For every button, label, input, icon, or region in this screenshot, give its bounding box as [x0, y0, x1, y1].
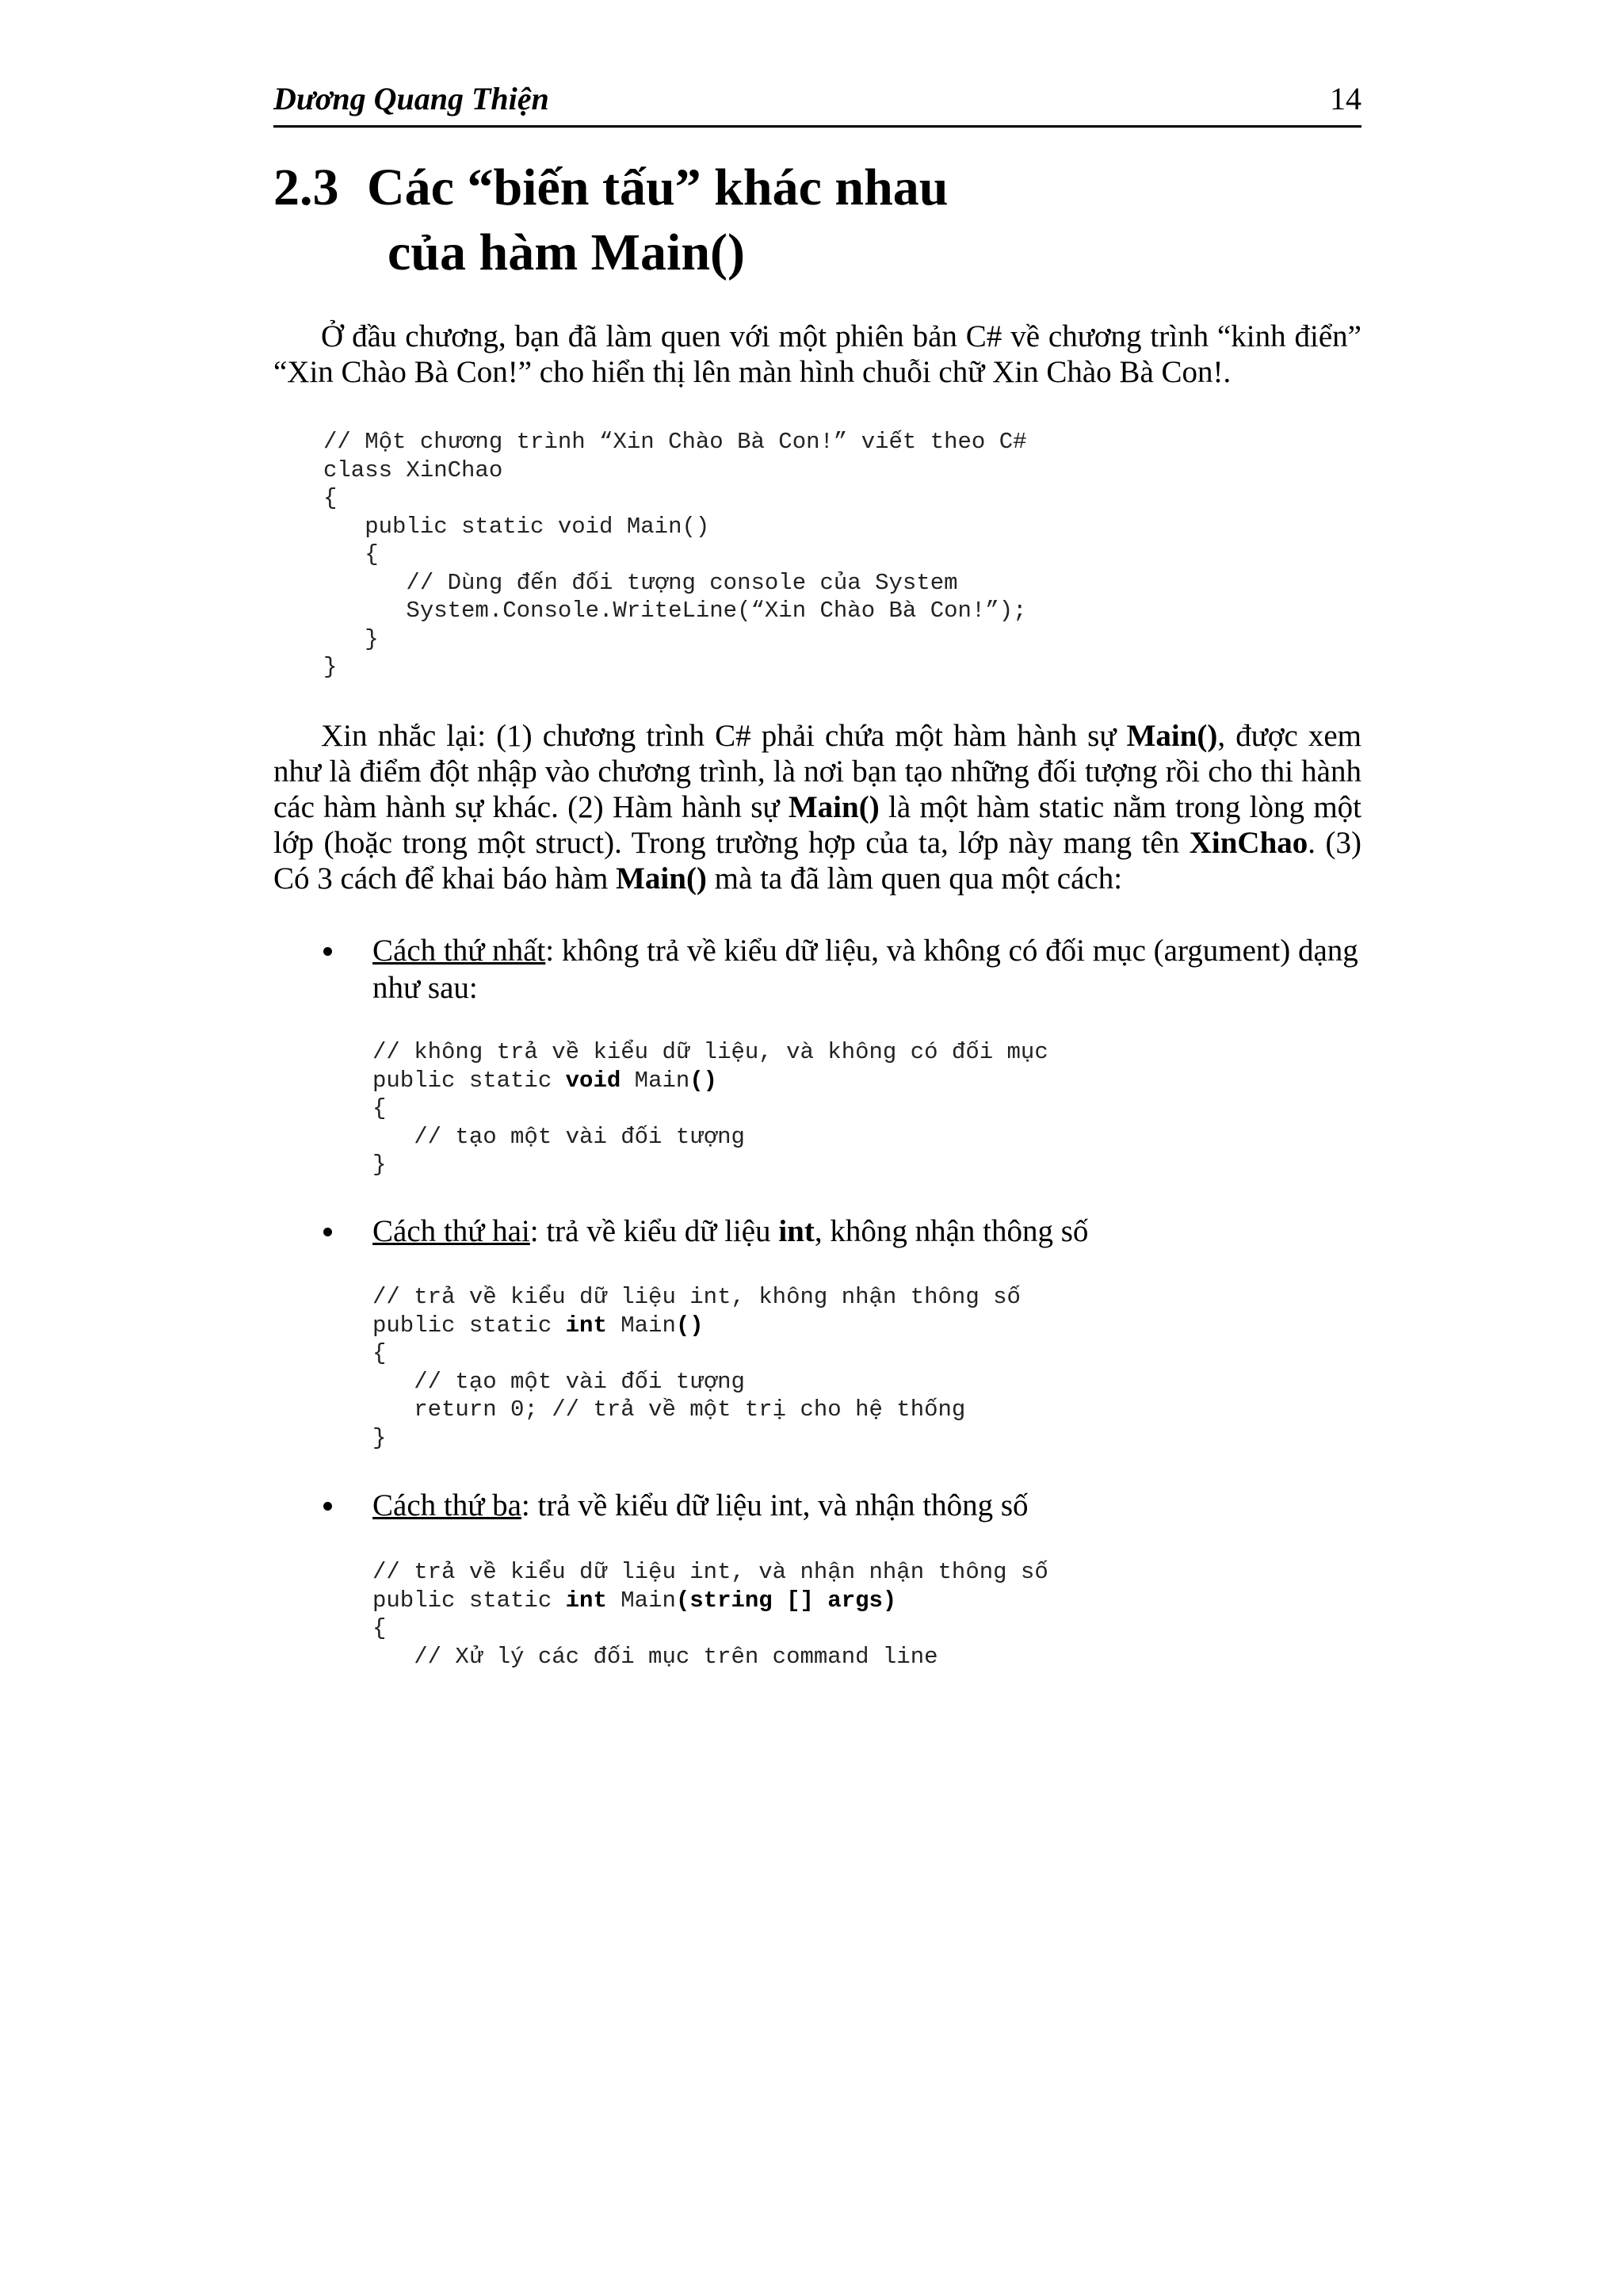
code-line: public static: [372, 1067, 566, 1094]
code-line: Main: [606, 1312, 676, 1339]
code-line: }: [323, 625, 379, 652]
recap-text: là một hàm static nằm trong lòng một lớp (hoặc trong một struct). Trong trường hợp của ta, lớp này mang tên: [273, 790, 1361, 860]
code-params: (): [689, 1067, 718, 1094]
code-line: // tạo một vài đối tượng: [372, 1123, 745, 1150]
code-line: // trả về kiểu dữ liệu int, không nhận thông số: [372, 1284, 1021, 1310]
code-line: }: [372, 1152, 387, 1178]
bullet-text: [372, 932, 1363, 1007]
code-line: // tạo một vài đối tượng: [372, 1368, 745, 1395]
section-title-line2: của hàm Main(): [388, 223, 745, 281]
bullet-label: Cách thứ hai: [372, 1214, 530, 1248]
recap-bold-main: Main(): [788, 790, 880, 824]
bullet-dot: [323, 947, 332, 956]
code-line: {: [323, 485, 338, 511]
recap-bold-class: XinChao: [1189, 826, 1308, 860]
code-line: }: [372, 1424, 387, 1451]
recap-paragraph: [273, 718, 1361, 896]
code-block-xinchao: [323, 428, 1027, 682]
code-line: public static: [372, 1312, 566, 1339]
bullet-text: [372, 1213, 1363, 1250]
header-author: Dương Quang Thiện: [273, 81, 549, 117]
bullet-desc: : trả về kiểu dữ liệu int, và nhận thông số: [521, 1488, 1029, 1522]
code-keyword: void: [565, 1067, 621, 1094]
code-line: {: [372, 1340, 387, 1366]
code-keyword: int: [565, 1312, 607, 1339]
code-line: // Dùng đến đối tượng console của System: [323, 569, 958, 596]
page-number: 14: [1330, 81, 1361, 117]
bullet-label: Cách thứ nhất: [372, 934, 546, 968]
page-header: [273, 79, 1361, 128]
code-line: System.Console.WriteLine(“Xin Chào Bà Con!”);: [323, 598, 1027, 624]
bullet-dot: [323, 1502, 332, 1511]
intro-paragraph: [273, 319, 1361, 390]
recap-text: , được xem như là điểm đột nhập vào chương trình, là nơi bạn tạo những đối tượng rồi cho thi hành các hàm hành sự khác. (2) Hàm hành sự: [273, 719, 1362, 824]
code-line: // Một chương trình “Xin Chào Bà Con!” viết theo C#: [323, 429, 1027, 455]
section-title-line1: Các “biến tấu” khác nhau: [367, 159, 949, 216]
bullet-label: Cách thứ ba: [372, 1488, 521, 1522]
intro-text: Ở đầu chương, bạn đã làm quen với một phiên bản C# về chương trình “kinh điển” “Xin Chào Bà Con!” cho hiển thị lên màn hình chuỗi chữ Xin Chào Bà Con!.: [273, 319, 1361, 389]
code-line: public static: [372, 1587, 566, 1614]
code-line: {: [323, 541, 379, 567]
bullet-dot: [323, 1228, 332, 1236]
code-line: return 0; // trả về một trị cho hệ thống: [372, 1396, 966, 1423]
bullet-desc: , không nhận thông số: [814, 1214, 1089, 1248]
bullet-desc: : không trả về kiểu dữ liệu, và không có đối mục (argument) dạng như sau:: [372, 934, 1358, 1005]
section-title: [273, 155, 949, 285]
bullet-bold: int: [778, 1214, 815, 1248]
code-keyword: int: [565, 1587, 607, 1614]
section-number: 2.3: [273, 159, 339, 216]
bullet-text: [372, 1487, 1363, 1524]
bullet-desc: : trả về kiểu dữ liệu: [529, 1214, 779, 1248]
code-line: Main: [621, 1067, 690, 1094]
recap-bold-main: Main(): [616, 861, 707, 896]
code-line: // Xử lý các đối mục trên command line: [372, 1643, 938, 1670]
recap-text: Xin nhắc lại: (1) chương trình C# phải chứa một hàm hành sự: [321, 719, 1127, 753]
code-block-int-main: [372, 1283, 1021, 1452]
code-line: // trả về kiểu dữ liệu int, và nhận nhận thông số: [372, 1559, 1048, 1585]
code-block-void-main: [372, 1038, 1048, 1179]
code-line: {: [372, 1095, 387, 1121]
code-line: Main: [606, 1587, 676, 1614]
code-line: public static void Main(): [323, 513, 710, 540]
code-line: {: [372, 1615, 387, 1641]
code-params: (): [675, 1312, 704, 1339]
recap-text: . (3) Có 3 cách để khai báo hàm: [273, 826, 1361, 896]
code-line: // không trả về kiểu dữ liệu, và không có đối mục: [372, 1039, 1048, 1065]
code-line: }: [323, 654, 338, 680]
code-line: class XinChao: [323, 457, 503, 483]
recap-bold-main: Main(): [1126, 719, 1218, 753]
code-block-int-main-args: [372, 1558, 1048, 1671]
code-params: (string [] args): [675, 1587, 897, 1614]
recap-text: mà ta đã làm quen qua một cách:: [706, 861, 1123, 896]
